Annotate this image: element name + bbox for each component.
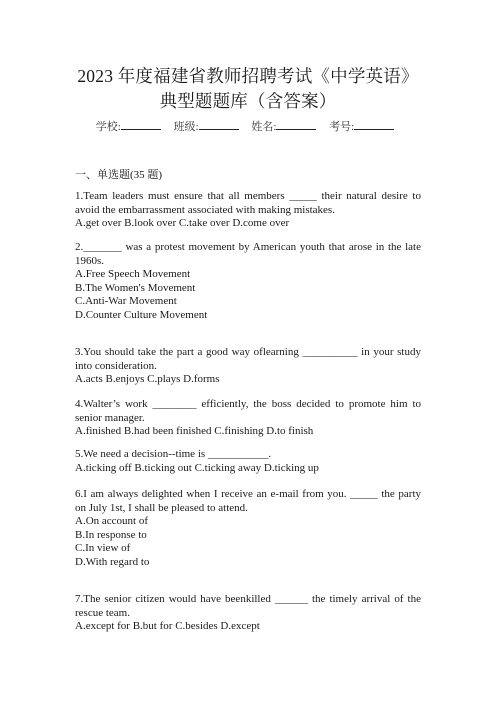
question-4 [75, 398, 421, 439]
question-option: D.With regard to [75, 555, 150, 568]
question-option: A.On account of [75, 515, 149, 527]
student-info-row [40, 120, 456, 134]
document-title-line1: 2023 年度福建省教师招聘考试《中学英语》 [77, 66, 419, 86]
question-options: A.get over B.look over C.take over D.come over [75, 217, 290, 229]
question-option: C.Anti-War Movement [75, 295, 177, 307]
question-option: B.The Women's Movement [75, 281, 196, 294]
section-heading: 一、单选题(35 题) [75, 169, 163, 181]
exam-number-blank [354, 120, 394, 130]
question-option: A.Free Speech Movement [75, 268, 191, 280]
question-options: A.ticking off B.ticking out C.ticking away D.ticking up [75, 461, 319, 474]
question-stem: 6.I am always delighted when I receive an e-mail from you. _____ the party on July 1st, I shall be pleased to attend. [75, 488, 421, 514]
school-blank [121, 120, 161, 130]
question-stem: 7.The senior citizen would have beenkilled ______ the timely arrival of the rescue team. [75, 593, 421, 619]
question-options: A.finished B.had been finished C.finishing D.to finish [75, 425, 314, 437]
class-blank [199, 120, 239, 130]
question-option: B.In response to [75, 528, 147, 541]
question-stem: 3.You should take the part a good way oflearning __________ in your study into consideration. [75, 346, 421, 372]
question-option: D.Counter Culture Movement [75, 308, 208, 321]
question-7 [75, 593, 421, 634]
question-2 [75, 241, 421, 322]
name-blank [276, 120, 316, 130]
question-6 [75, 488, 421, 569]
class-label: 班级: [173, 121, 199, 133]
school-label: 学校: [95, 121, 121, 133]
question-options: A.except for B.but for C.besides D.except [75, 620, 260, 632]
exam-number-label: 考号: [329, 121, 355, 133]
question-5 [75, 448, 421, 475]
question-1 [75, 190, 421, 231]
question-options: A.acts B.enjoys C.plays D.forms [75, 373, 220, 385]
document-title-line2: 典型题题库（含答案） [159, 91, 337, 111]
question-option: C.In view of [75, 542, 131, 554]
question-3 [75, 346, 421, 387]
question-stem: 5.We need a decision--time is ___________. [75, 448, 272, 460]
question-stem: 1.Team leaders must ensure that all members _____ their natural desire to avoid the embarrassment associated with making mistakes. [75, 190, 421, 216]
question-stem: 2._______ was a protest movement by American youth that arose in the late 1960s. [75, 241, 421, 267]
question-stem: 4.Walter’s work ________ efficiently, the boss decided to promote him to senior manager. [75, 398, 421, 424]
name-label: 姓名: [251, 121, 277, 133]
